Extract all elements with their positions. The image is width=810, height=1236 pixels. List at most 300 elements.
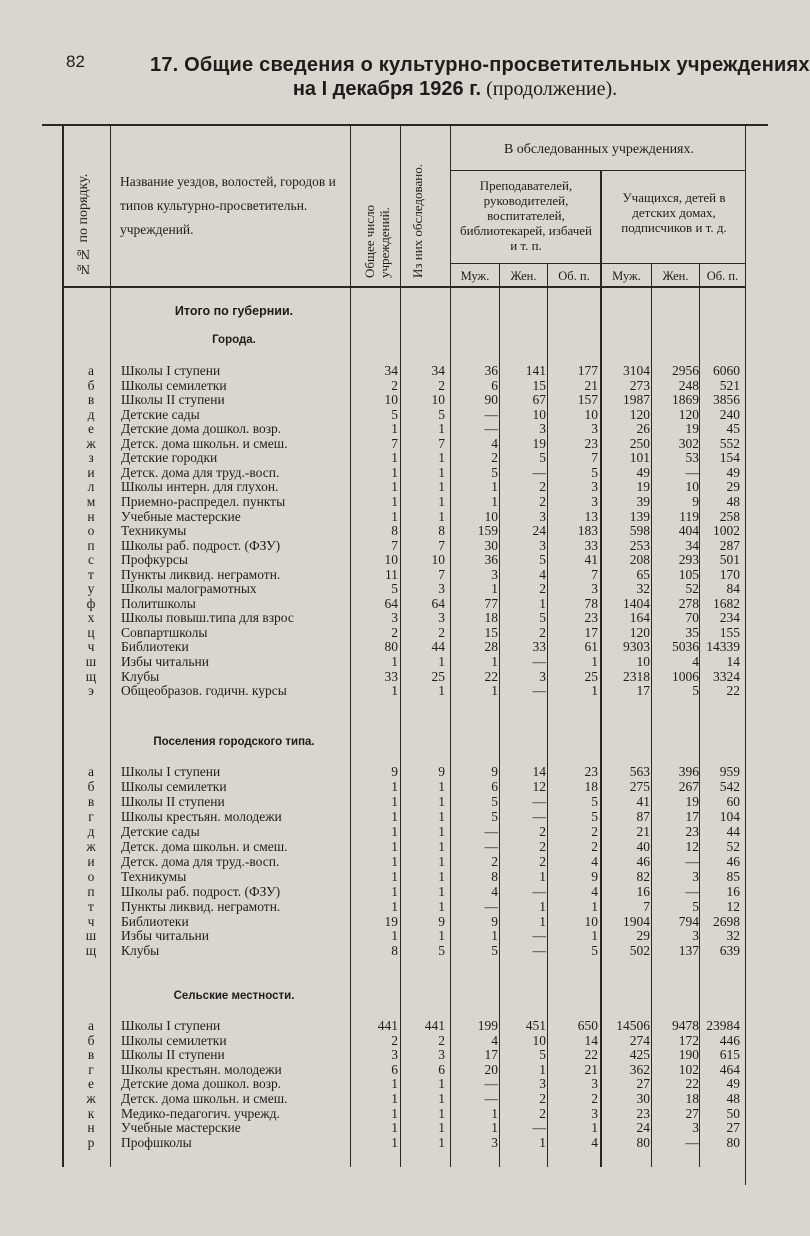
- row-institution-name: Библиотеки: [121, 640, 189, 655]
- row-value-col-5: 7: [591, 450, 598, 466]
- row-value-col-8: 104: [719, 808, 740, 824]
- row-value-col-4: 5: [539, 610, 546, 626]
- row-value-col-4: —: [532, 883, 546, 899]
- table-row: [0, 1121, 810, 1135]
- row-letter: и: [87, 853, 95, 869]
- row-value-col-8: 44: [726, 823, 740, 839]
- row-value-col-7: 396: [678, 764, 699, 779]
- row-value-col-7: 19: [685, 421, 699, 437]
- row-letter: б: [87, 778, 95, 794]
- row-value-col-5: 1: [591, 1120, 598, 1136]
- row-value-col-2: 64: [431, 595, 445, 611]
- row-value-col-1: 8: [391, 523, 398, 539]
- row-value-col-1: 2: [391, 1032, 398, 1048]
- row-letter: б: [87, 377, 95, 393]
- row-value-col-3: —: [484, 898, 498, 914]
- row-institution-name: Библиотеки: [121, 914, 189, 929]
- row-letter: з: [88, 450, 94, 466]
- row-value-col-2: 25: [431, 668, 445, 684]
- header-t-both: Об. п.: [558, 269, 590, 283]
- row-value-col-7: —: [685, 883, 699, 899]
- table-row: [0, 655, 810, 669]
- row-value-col-2: 1: [438, 493, 445, 509]
- row-letter: т: [88, 898, 94, 914]
- header-students: Учащихся, детей в детских домах, подписчиков и т. д.: [621, 190, 727, 235]
- table-row: [0, 1048, 810, 1062]
- row-value-col-2: 1: [438, 838, 445, 854]
- row-value-col-4: 67: [532, 392, 546, 408]
- row-value-col-7: 1869: [672, 392, 699, 408]
- row-institution-name: Пункты ликвид. неграмотн.: [121, 899, 281, 914]
- row-value-col-4: 2: [539, 1091, 546, 1106]
- row-value-col-8: 80: [726, 1134, 740, 1150]
- row-institution-name: Школы раб. подрост. (ФЗУ): [121, 884, 281, 899]
- row-value-col-7: 9: [692, 493, 699, 509]
- row-value-col-3: 2: [491, 450, 498, 466]
- row-value-col-6: 1987: [623, 392, 650, 408]
- table-row: [0, 539, 810, 553]
- table-row: [0, 495, 810, 509]
- row-value-col-6: 2318: [623, 668, 650, 684]
- row-value-col-1: 1: [391, 1076, 398, 1092]
- row-value-col-4: 2: [539, 493, 546, 509]
- row-value-col-5: 23: [584, 435, 598, 451]
- row-value-col-3: —: [484, 406, 498, 422]
- row-letter: ж: [86, 838, 96, 854]
- row-value-col-3: 1: [491, 1105, 498, 1121]
- row-value-col-2: 1: [438, 823, 445, 839]
- row-value-col-2: 5: [438, 406, 445, 422]
- row-value-col-1: 1: [391, 683, 398, 699]
- row-letter: д: [87, 823, 95, 839]
- table-row: [0, 582, 810, 596]
- row-value-col-6: 19: [636, 479, 650, 495]
- row-value-col-4: 33: [532, 639, 546, 655]
- row-value-col-8: 501: [719, 552, 740, 568]
- row-value-col-5: 5: [591, 464, 598, 480]
- row-value-col-3: 1: [491, 928, 498, 944]
- row-value-col-2: 1: [438, 1134, 445, 1150]
- row-value-col-8: 84: [726, 581, 740, 597]
- row-value-col-6: 139: [629, 508, 650, 524]
- row-value-col-4: 2: [539, 823, 546, 839]
- row-letter: п: [87, 883, 95, 899]
- row-value-col-2: 3: [438, 1047, 445, 1063]
- table-row: [0, 670, 810, 684]
- row-letter: к: [87, 1105, 95, 1121]
- row-letter: г: [88, 1061, 94, 1077]
- row-value-col-7: 23: [685, 823, 699, 839]
- table-row: [0, 1107, 810, 1121]
- row-value-col-6: 24: [636, 1120, 650, 1136]
- row-value-col-3: 4: [491, 1032, 498, 1048]
- row-value-col-6: 274: [629, 1032, 650, 1048]
- row-institution-name: Детск. дома школьн. и смеш.: [121, 1092, 288, 1106]
- row-value-col-1: 1: [391, 1120, 398, 1136]
- row-value-col-6: 10: [636, 654, 650, 669]
- row-letter: д: [87, 406, 95, 422]
- row-value-col-2: 3: [438, 581, 445, 597]
- row-value-col-8: 45: [726, 421, 740, 437]
- row-institution-name: Приемно-распредел. пункты: [121, 494, 286, 509]
- header-t-women: Жен.: [510, 269, 537, 283]
- row-value-col-8: 49: [726, 464, 740, 480]
- row-value-col-2: 5: [438, 943, 445, 959]
- row-institution-name: Клубы: [121, 944, 160, 959]
- row-value-col-3: 15: [484, 624, 498, 640]
- row-value-col-8: 85: [726, 868, 740, 884]
- table-row: [0, 855, 810, 869]
- row-value-col-1: 2: [391, 377, 398, 393]
- row-value-col-3: 3: [491, 566, 498, 582]
- row-value-col-5: 183: [577, 523, 598, 539]
- table-row: [0, 1063, 810, 1077]
- row-value-col-4: 14: [532, 764, 546, 779]
- row-value-col-7: 34: [685, 537, 699, 553]
- row-value-col-8: 615: [719, 1047, 740, 1063]
- row-value-col-4: 3: [539, 508, 546, 524]
- row-letter: а: [88, 1018, 94, 1033]
- header-s-both: Об. п.: [706, 269, 739, 283]
- table-row: [0, 524, 810, 538]
- row-value-col-4: —: [532, 464, 546, 480]
- row-value-col-6: 1404: [623, 595, 650, 611]
- row-value-col-8: 29: [726, 479, 740, 495]
- row-value-col-2: 1: [438, 853, 445, 869]
- row-institution-name: Детские дома дошкол. возр.: [121, 422, 282, 437]
- row-value-col-1: 11: [385, 566, 398, 582]
- row-value-col-6: 41: [636, 793, 650, 809]
- row-letter: щ: [85, 668, 97, 684]
- table-row: [0, 422, 810, 436]
- row-value-col-6: 3104: [623, 363, 650, 378]
- row-value-col-2: 34: [431, 363, 445, 378]
- row-value-col-4: 12: [532, 778, 546, 794]
- row-value-col-1: 1: [391, 808, 398, 824]
- header-row-number: №№ по порядку.: [76, 173, 91, 276]
- table-row: [0, 840, 810, 854]
- row-value-col-4: —: [532, 943, 546, 959]
- table-row: [0, 379, 810, 393]
- row-value-col-1: 1: [391, 654, 398, 669]
- row-institution-name: Школы крестьян. молодежи: [121, 1062, 282, 1077]
- row-value-col-2: 2: [438, 377, 445, 393]
- row-value-col-5: 14: [584, 1032, 598, 1048]
- row-value-col-6: 598: [629, 523, 650, 539]
- page-number: 82: [66, 52, 85, 71]
- row-value-col-4: —: [532, 793, 546, 809]
- header-s-women: Жен.: [662, 269, 689, 283]
- row-value-col-2: 9: [438, 913, 445, 929]
- row-value-col-4: —: [532, 1120, 546, 1136]
- row-value-col-8: 521: [719, 377, 740, 393]
- table-row: [0, 393, 810, 407]
- row-value-col-2: 1: [438, 898, 445, 914]
- row-value-col-7: 404: [678, 523, 699, 539]
- row-value-col-8: 12: [726, 898, 740, 914]
- row-value-col-2: 10: [431, 392, 445, 408]
- row-institution-name: Школы I ступени: [121, 1019, 221, 1033]
- row-value-col-5: 3: [591, 493, 598, 509]
- table-row: [0, 944, 810, 958]
- row-value-col-3: 8: [491, 868, 498, 884]
- row-value-col-1: 1: [391, 1091, 398, 1106]
- table-row: [0, 408, 810, 422]
- row-institution-name: Профшколы: [121, 1135, 192, 1150]
- row-value-col-2: 7: [438, 566, 445, 582]
- row-value-col-7: 27: [685, 1105, 699, 1121]
- row-value-col-1: 5: [391, 406, 398, 422]
- row-value-col-6: 39: [636, 493, 650, 509]
- row-value-col-2: 441: [424, 1018, 445, 1033]
- row-value-col-3: —: [484, 1076, 498, 1092]
- row-value-col-3: 1: [491, 683, 498, 699]
- row-value-col-3: 6: [491, 377, 498, 393]
- table-row: [0, 915, 810, 929]
- row-value-col-1: 1: [391, 838, 398, 854]
- row-value-col-4: 451: [525, 1018, 546, 1033]
- row-letter: е: [88, 421, 94, 437]
- row-value-col-8: 14: [726, 654, 740, 669]
- row-value-col-4: 1: [539, 868, 546, 884]
- row-value-col-8: 639: [719, 943, 740, 959]
- row-value-col-3: 18: [484, 610, 498, 626]
- row-value-col-6: 40: [636, 838, 650, 854]
- row-value-col-2: 1: [438, 868, 445, 884]
- row-institution-name: Детские городки: [121, 451, 218, 466]
- row-letter: б: [87, 1032, 95, 1048]
- row-value-col-5: 33: [584, 537, 598, 553]
- row-value-col-7: 302: [678, 435, 699, 451]
- header-teachers: Преподавателей, руководителей, воспитателей, библиотекарей, избачей и т. п.: [460, 178, 592, 253]
- row-value-col-7: 52: [685, 581, 699, 597]
- row-value-col-3: 20: [484, 1061, 498, 1077]
- row-value-col-5: 13: [584, 508, 598, 524]
- title-date: на I декабря 1926 г.: [292, 78, 482, 100]
- row-value-col-2: 9: [438, 764, 445, 779]
- row-value-col-7: 35: [685, 624, 699, 640]
- row-value-col-3: 77: [484, 595, 498, 611]
- row-value-col-5: 177: [577, 363, 598, 378]
- table-row: [0, 870, 810, 884]
- row-value-col-3: 1: [491, 493, 498, 509]
- row-value-col-5: 22: [584, 1047, 598, 1063]
- hline-group: [450, 170, 746, 171]
- row-value-col-3: 199: [477, 1018, 498, 1033]
- row-letter: н: [87, 1120, 95, 1136]
- row-value-col-7: 19: [685, 793, 699, 809]
- table-row: [0, 568, 810, 582]
- row-value-col-6: 425: [629, 1047, 650, 1063]
- row-value-col-2: 1: [438, 683, 445, 699]
- section-title-province: Итого по губернии.: [174, 304, 294, 318]
- row-value-col-2: 2: [438, 1032, 445, 1048]
- row-value-col-1: 1: [391, 1134, 398, 1150]
- row-value-col-8: 52: [726, 838, 740, 854]
- table-row: [0, 510, 810, 524]
- row-value-col-4: —: [532, 654, 546, 669]
- row-value-col-6: 23: [636, 1105, 650, 1121]
- row-value-col-7: 2956: [672, 363, 699, 378]
- row-value-col-4: 3: [539, 421, 546, 437]
- row-value-col-6: 275: [629, 778, 650, 794]
- row-letter: ч: [87, 639, 95, 655]
- row-value-col-3: —: [484, 823, 498, 839]
- row-value-col-5: 18: [584, 778, 598, 794]
- row-value-col-7: —: [685, 1134, 699, 1150]
- row-value-col-1: 1: [391, 479, 398, 495]
- row-value-col-6: 1904: [623, 913, 650, 929]
- row-value-col-4: 5: [539, 552, 546, 568]
- row-institution-name: Школы семилетки: [121, 378, 227, 393]
- row-letter: п: [87, 537, 95, 553]
- row-value-col-7: —: [685, 464, 699, 480]
- row-value-col-7: 293: [678, 552, 699, 568]
- row-value-col-2: 1: [438, 1105, 445, 1121]
- row-institution-name: Профкурсы: [121, 553, 188, 568]
- row-value-col-5: 3: [591, 421, 598, 437]
- row-value-col-4: —: [532, 928, 546, 944]
- row-value-col-5: 3: [591, 1076, 598, 1092]
- row-institution-name: Школы раб. подрост. (ФЗУ): [121, 538, 281, 553]
- row-institution-name: Медико-педагогич. учрежд.: [121, 1106, 280, 1121]
- row-value-col-3: 3: [491, 1134, 498, 1150]
- row-letter: о: [87, 868, 95, 884]
- row-value-col-2: 8: [438, 523, 445, 539]
- row-value-col-2: 1: [438, 464, 445, 480]
- row-value-col-4: 2: [539, 1105, 546, 1121]
- row-value-col-4: 1: [539, 898, 546, 914]
- row-letter: щ: [85, 943, 97, 959]
- row-value-col-8: 258: [719, 508, 740, 524]
- row-value-col-1: 1: [391, 823, 398, 839]
- row-value-col-8: 60: [726, 793, 740, 809]
- row-value-col-7: 137: [678, 943, 699, 959]
- row-value-col-6: 253: [629, 537, 650, 553]
- row-value-col-3: 30: [484, 537, 498, 553]
- row-value-col-5: 5: [591, 793, 598, 809]
- row-value-col-6: 208: [629, 552, 650, 568]
- row-value-col-5: 2: [591, 1091, 598, 1106]
- row-value-col-1: 9: [391, 764, 398, 779]
- page-title: 17. Общие сведения о культурно-просветительных учреждениях: [150, 54, 810, 76]
- row-value-col-3: 9: [491, 913, 498, 929]
- row-letter: ж: [86, 435, 96, 451]
- row-value-col-6: 30: [636, 1091, 650, 1106]
- row-letter: ц: [87, 624, 95, 640]
- row-value-col-1: 1: [391, 868, 398, 884]
- row-value-col-8: 240: [719, 406, 740, 422]
- row-institution-name: Детские сады: [121, 824, 200, 839]
- row-value-col-8: 552: [719, 435, 740, 451]
- row-value-col-2: 1: [438, 1120, 445, 1136]
- row-value-col-2: 6: [438, 1061, 445, 1077]
- row-letter: а: [88, 764, 94, 779]
- row-value-col-5: 3: [591, 479, 598, 495]
- row-institution-name: Школы I ступени: [121, 364, 221, 378]
- table-row: [0, 810, 810, 824]
- row-value-col-4: 4: [539, 566, 546, 582]
- row-value-col-8: 16: [726, 883, 740, 899]
- row-value-col-3: 4: [491, 883, 498, 899]
- row-institution-name: Школы семилетки: [121, 1033, 227, 1048]
- row-value-col-6: 250: [629, 435, 650, 451]
- row-value-col-8: 155: [719, 624, 740, 640]
- row-value-col-8: 32: [726, 928, 740, 944]
- page-title-line2: [150, 78, 760, 101]
- row-value-col-1: 5: [391, 581, 398, 597]
- row-value-col-2: 1: [438, 928, 445, 944]
- row-institution-name: Школы повыш.типа для взрос: [121, 611, 294, 626]
- table-row: [0, 364, 810, 378]
- row-value-col-3: 5: [491, 464, 498, 480]
- row-value-col-5: 7: [591, 566, 598, 582]
- row-value-col-6: 32: [636, 581, 650, 597]
- row-value-col-1: 1: [391, 898, 398, 914]
- table-row: [0, 480, 810, 494]
- row-letter: е: [88, 1076, 94, 1092]
- row-value-col-8: 48: [726, 1091, 740, 1106]
- row-value-col-8: 287: [719, 537, 740, 553]
- row-institution-name: Техникумы: [121, 524, 187, 539]
- table-row: [0, 684, 810, 698]
- row-value-col-3: 5: [491, 943, 498, 959]
- row-value-col-1: 3: [391, 1047, 398, 1063]
- row-value-col-1: 10: [384, 552, 398, 568]
- table-row: [0, 1019, 810, 1033]
- row-value-col-2: 1: [438, 793, 445, 809]
- row-value-col-4: 1: [539, 913, 546, 929]
- row-value-col-4: 2: [539, 624, 546, 640]
- row-value-col-4: 3: [539, 668, 546, 684]
- row-value-col-3: 22: [484, 668, 498, 684]
- row-value-col-3: 1: [491, 581, 498, 597]
- row-value-col-5: 17: [584, 624, 598, 640]
- row-institution-name: Избы читальни: [121, 929, 209, 944]
- row-value-col-7: 3: [692, 928, 699, 944]
- row-value-col-6: 7: [643, 898, 650, 914]
- table-row: [0, 765, 810, 779]
- row-value-col-5: 61: [584, 639, 598, 655]
- row-letter: в: [87, 392, 95, 408]
- row-value-col-6: 29: [636, 928, 650, 944]
- row-value-col-3: 5: [491, 793, 498, 809]
- row-value-col-1: 1: [391, 1105, 398, 1121]
- row-value-col-8: 542: [719, 778, 740, 794]
- row-letter: л: [87, 479, 95, 495]
- row-value-col-1: 1: [391, 421, 398, 437]
- row-value-col-1: 1: [391, 928, 398, 944]
- section-subtitle-rural: Сельские местности.: [173, 990, 295, 1002]
- row-value-col-5: 10: [584, 406, 598, 422]
- row-value-col-6: 17: [636, 683, 650, 699]
- row-value-col-2: 1: [438, 479, 445, 495]
- row-letter: г: [88, 808, 94, 824]
- row-value-col-8: 1002: [713, 523, 740, 539]
- row-value-col-4: —: [532, 683, 546, 699]
- row-institution-name: Учебные мастерские: [121, 1121, 241, 1136]
- row-institution-name: Детские дома дошкол. возр.: [121, 1077, 282, 1092]
- row-value-col-5: 9: [591, 868, 598, 884]
- row-value-col-3: 28: [484, 639, 498, 655]
- row-value-col-4: —: [532, 808, 546, 824]
- row-letter: с: [88, 552, 94, 568]
- row-value-col-2: 1: [438, 1091, 445, 1106]
- row-value-col-1: 7: [391, 537, 398, 553]
- row-value-col-7: 17: [685, 808, 699, 824]
- row-value-col-5: 10: [584, 913, 598, 929]
- row-value-col-4: 5: [539, 1047, 546, 1063]
